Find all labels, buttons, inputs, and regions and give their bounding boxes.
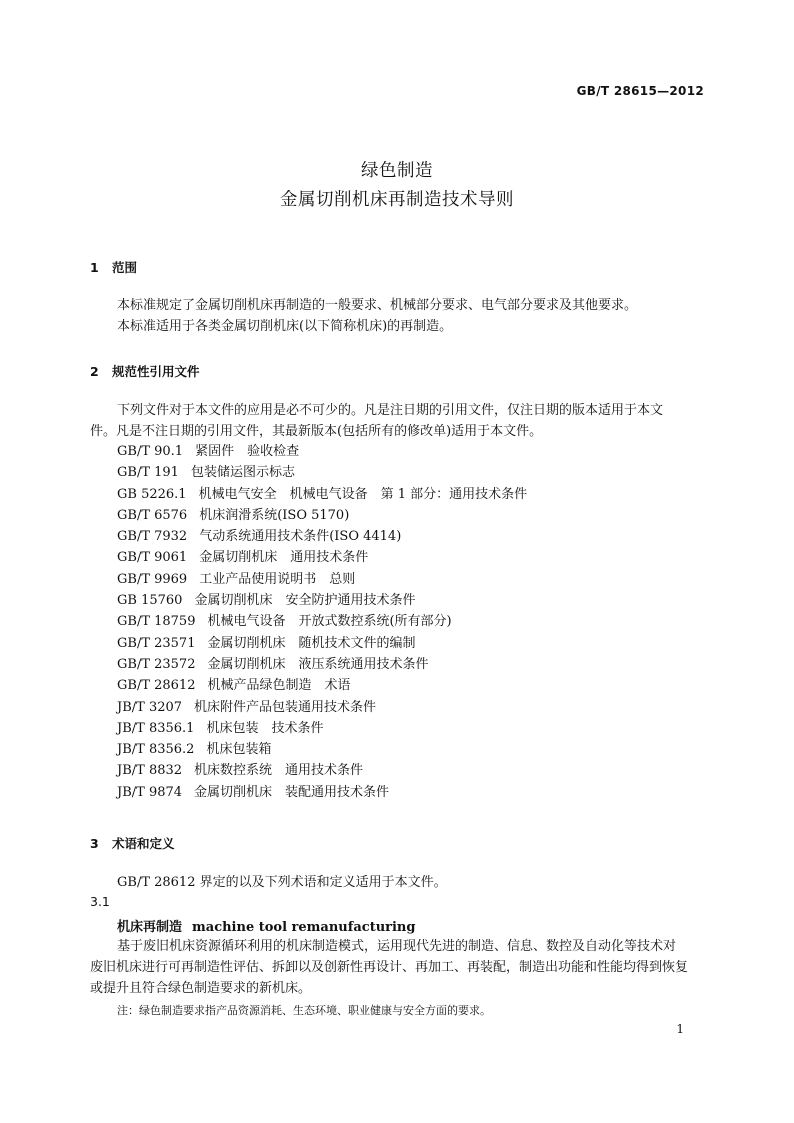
reference-title: 机械电气安全 机械电气设备 第 1 部分：通用技术条件 xyxy=(198,486,528,502)
section-1-paragraph: 本标准规定了金属切削机床再制造的一般要求、机械部分要求、电气部分要求及其他要求。 xyxy=(117,298,638,313)
section-title: 术语和定义 xyxy=(112,836,175,851)
section-2-heading xyxy=(90,362,200,380)
term-number: 3.1 xyxy=(90,894,110,909)
reference-title: 机床数控系统 通用技术条件 xyxy=(194,763,364,779)
section-1-heading xyxy=(90,258,137,276)
reference-code: GB/T 191 xyxy=(117,465,179,481)
reference-item xyxy=(117,654,527,675)
section-2-intro-line1: 下列文件对于本文件的应用是必不可少的。凡是注日期的引用文件，仅注日期的版本适用于本文 xyxy=(117,403,664,418)
section-title: 规范性引用文件 xyxy=(112,364,200,379)
section-1-paragraph: 本标准适用于各类金属切削机床(以下简称机床)的再制造。 xyxy=(117,319,453,334)
reference-code: JB/T 8832 xyxy=(117,763,183,779)
reference-code: JB/T 8356.2 xyxy=(117,742,195,758)
reference-item xyxy=(117,739,527,760)
section-3-intro: GB/T 28612 界定的以及下列术语和定义适用于本文件。 xyxy=(117,875,447,890)
reference-item xyxy=(117,484,527,505)
reference-title: 金属切削机床 随机技术文件的编制 xyxy=(207,635,416,651)
reference-item xyxy=(117,547,527,568)
reference-code: JB/T 9874 xyxy=(117,784,183,800)
standard-number: GB/T 28615—2012 xyxy=(576,84,704,98)
reference-code: GB/T 23571 xyxy=(117,635,196,651)
reference-title: 金属切削机床 通用技术条件 xyxy=(199,550,369,566)
term-note: 注：绿色制造要求指产品资源消耗、生态环境、职业健康与安全方面的要求。 xyxy=(117,1004,491,1017)
reference-title: 金属切削机床 液压系统通用技术条件 xyxy=(207,656,429,672)
reference-item xyxy=(117,675,527,696)
reference-code: GB/T 7932 xyxy=(117,529,188,545)
reference-code: GB/T 9969 xyxy=(117,571,188,587)
reference-title: 机械电气设备 开放式数控系统(所有部分) xyxy=(207,614,452,630)
reference-item xyxy=(117,697,527,718)
reference-title: 机床润滑系统(ISO 5170) xyxy=(199,507,350,523)
reference-item xyxy=(117,633,527,654)
reference-code: GB/T 28612 xyxy=(117,678,196,694)
reference-item xyxy=(117,782,527,803)
term-definition-line3: 或提升且符合绿色制造要求的新机床。 xyxy=(90,981,312,996)
reference-item xyxy=(117,526,527,547)
reference-code: GB/T 23572 xyxy=(117,656,196,672)
reference-title: 金属切削机床 装配通用技术条件 xyxy=(194,784,390,800)
reference-title: 包装储运图示标志 xyxy=(190,465,295,481)
reference-item xyxy=(117,505,527,526)
reference-item xyxy=(117,462,527,483)
reference-item xyxy=(117,441,527,462)
reference-title: 金属切削机床 安全防护通用技术条件 xyxy=(194,593,416,609)
term-english: machine tool remanufacturing xyxy=(192,920,416,935)
reference-code: GB/T 9061 xyxy=(117,550,188,566)
term-definition-line2: 废旧机床进行可再制造性评估、拆卸以及创新性再设计、再加工、再装配，制造出功能和性能均得到恢复 xyxy=(90,960,689,975)
reference-title: 机械产品绿色制造 术语 xyxy=(207,678,351,694)
section-number: 3 xyxy=(90,836,99,851)
reference-title: 机床包装箱 xyxy=(206,742,272,758)
reference-code: GB 15760 xyxy=(117,593,183,609)
page-number: 1 xyxy=(676,1022,684,1036)
reference-title: 机床附件产品包装通用技术条件 xyxy=(194,699,377,715)
reference-code: GB 5226.1 xyxy=(117,486,187,502)
section-title: 范围 xyxy=(112,260,138,275)
reference-title: 机床包装 技术条件 xyxy=(206,720,324,736)
reference-code: JB/T 3207 xyxy=(117,699,183,715)
section-number: 2 xyxy=(90,364,99,379)
document-title-line1: 绿色制造 xyxy=(361,161,433,181)
section-number: 1 xyxy=(90,260,99,275)
reference-item xyxy=(117,760,527,781)
document-title-line2: 金属切削机床再制造技术导则 xyxy=(280,190,514,210)
reference-title: 气动系统通用技术条件(ISO 4414) xyxy=(199,529,402,545)
term-definition-line1: 基于废旧机床资源循环利用的机床制造模式，运用现代先进的制造、信息、数控及自动化等技术对 xyxy=(117,939,677,954)
normative-references-list xyxy=(117,441,527,803)
reference-code: GB/T 18759 xyxy=(117,614,196,630)
reference-item xyxy=(117,611,527,632)
reference-item xyxy=(117,590,527,611)
reference-item xyxy=(117,718,527,739)
reference-code: GB/T 6576 xyxy=(117,507,188,523)
reference-item xyxy=(117,569,527,590)
section-2-intro-line2: 件。凡是不注日期的引用文件，其最新版本(包括所有的修改单)适用于本文件。 xyxy=(90,424,543,439)
term-chinese: 机床再制造 xyxy=(117,920,183,935)
reference-title: 紧固件 验收检查 xyxy=(195,444,300,459)
term-heading xyxy=(117,916,415,935)
reference-code: GB/T 90.1 xyxy=(117,444,184,459)
section-3-heading xyxy=(90,834,175,852)
reference-title: 工业产品使用说明书 总则 xyxy=(199,571,356,587)
reference-code: JB/T 8356.1 xyxy=(117,720,195,736)
